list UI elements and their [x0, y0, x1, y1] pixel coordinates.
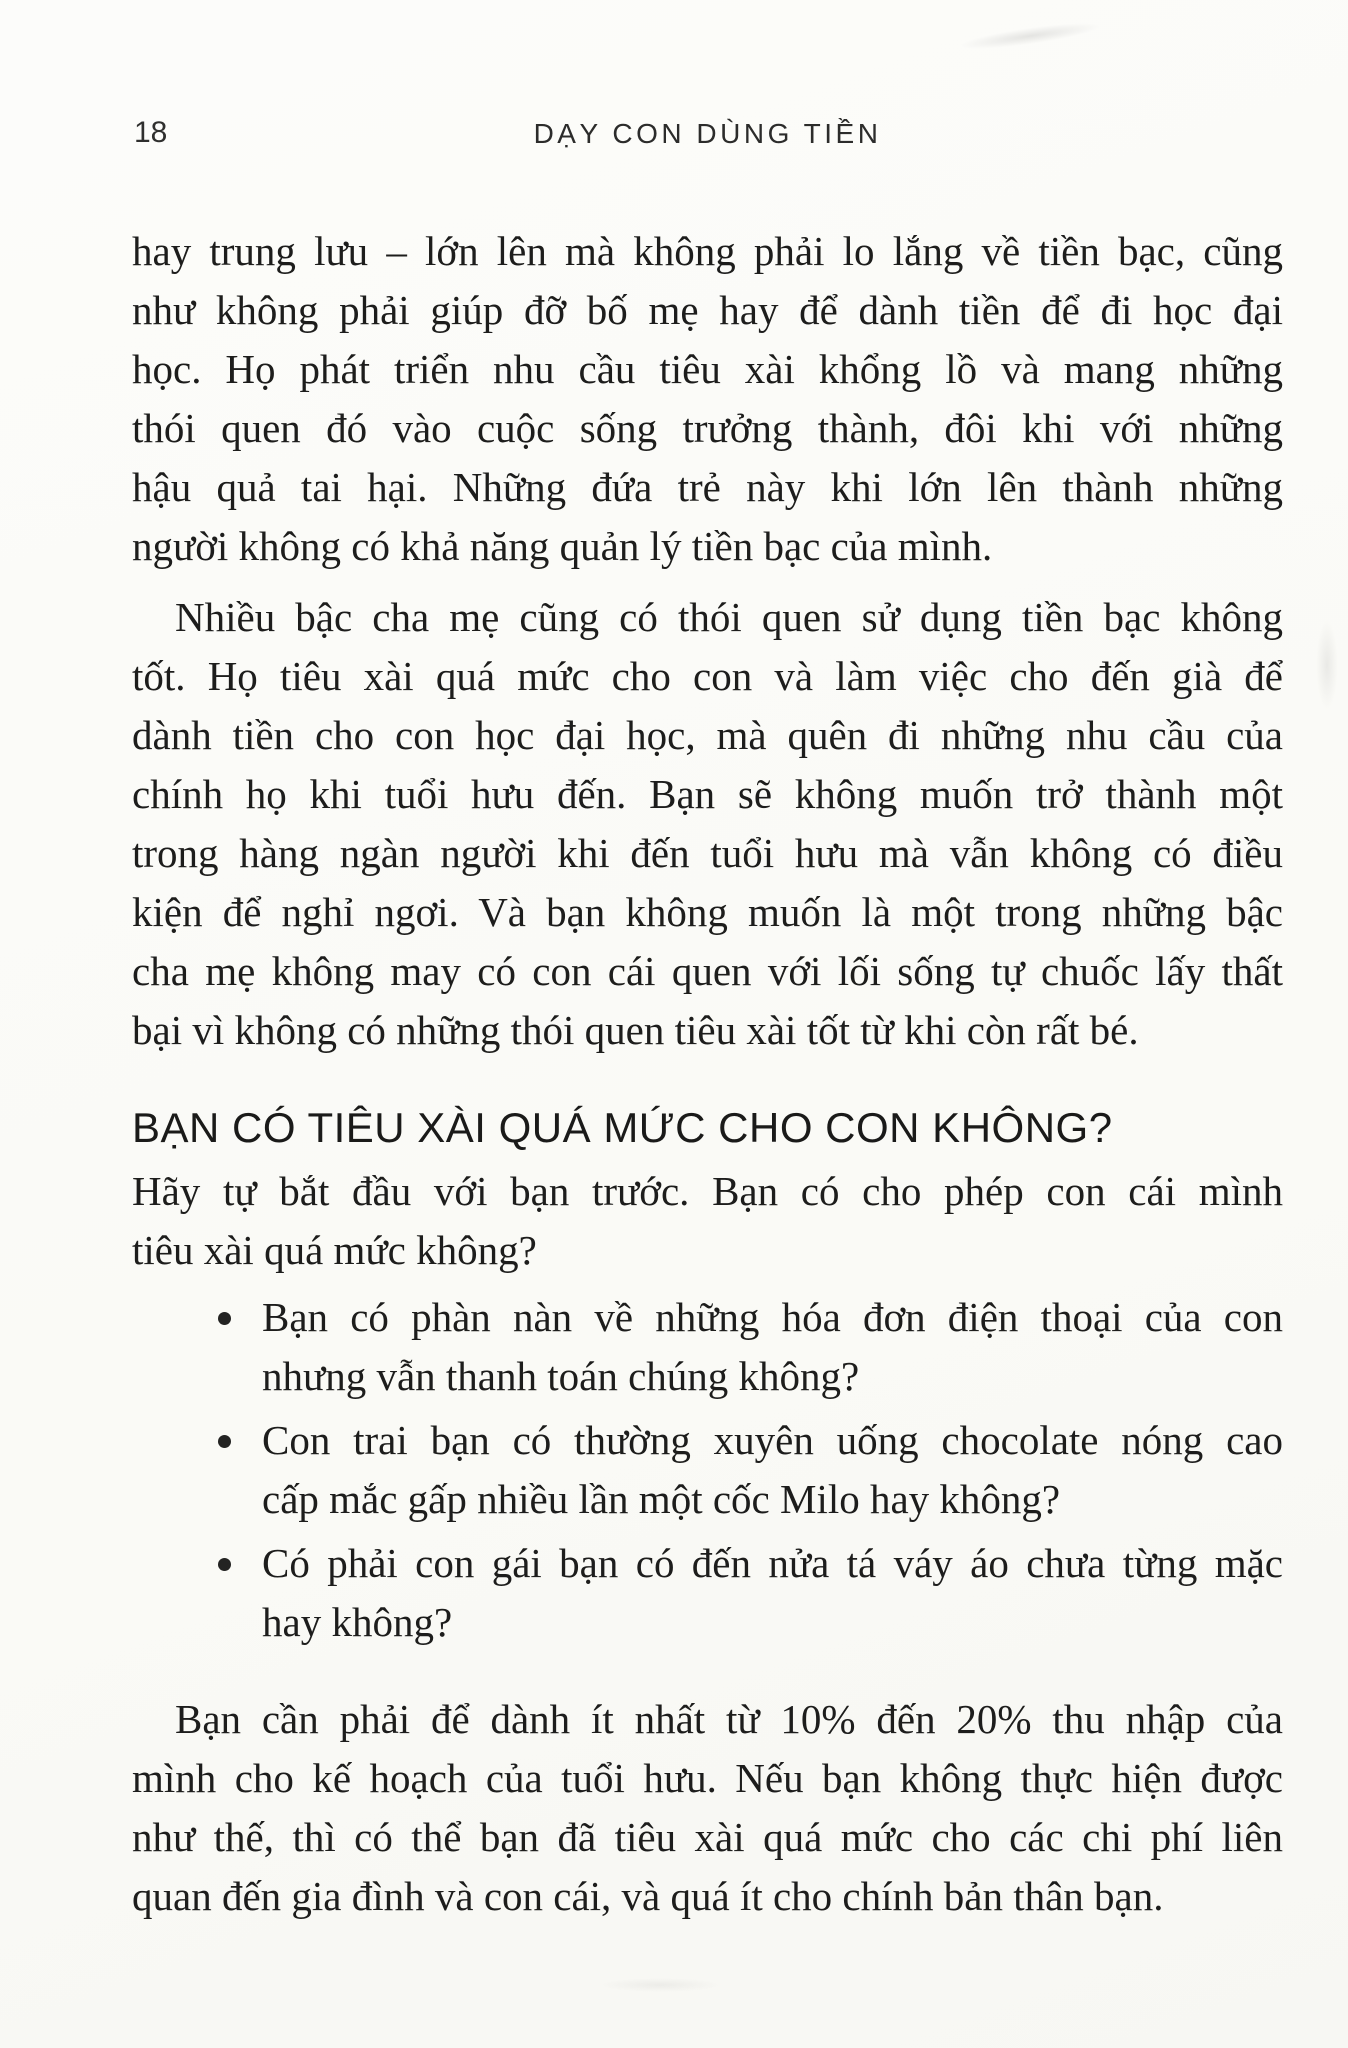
text-line: nhưng vẫn thanh toán chúng không?	[262, 1353, 860, 1399]
section-heading: BẠN CÓ TIÊU XÀI QUÁ MỨC CHO CON KHÔNG?	[132, 1104, 1113, 1151]
text-line: thói quen đó vào cuộc sống trưởng thành, đôi khi với những	[132, 405, 1283, 451]
text-line: mình cho kế hoạch của tuổi hưu. Nếu bạn không thực hiện được	[132, 1755, 1283, 1801]
text-line: người không có khả năng quản lý tiền bạc của mình.	[132, 523, 993, 569]
bullet-dot-icon	[218, 1312, 231, 1325]
text-line: dành tiền cho con học đại học, mà quên đi những nhu cầu của	[132, 712, 1283, 758]
text-line: hậu quả tai hại. Những đứa trẻ này khi lớn lên thành những	[132, 464, 1283, 510]
bullet-text	[262, 1288, 1283, 1406]
text-line: Bạn cần phải để dành ít nhất từ 10% đến 20% thu nhập của	[175, 1696, 1283, 1742]
scan-smudge	[960, 18, 1101, 53]
text-line: trong hàng ngàn người khi đến tuổi hưu mà vẫn không có điều	[132, 830, 1283, 876]
text-line: như không phải giúp đỡ bố mẹ hay để dành tiền để đi học đại	[132, 287, 1283, 333]
paragraph	[132, 222, 1283, 576]
text-line: học. Họ phát triển nhu cầu tiêu xài khổng lồ và mang những	[132, 346, 1283, 392]
bullet-text	[262, 1534, 1283, 1652]
text-line: hay trung lưu – lớn lên mà không phải lo lắng về tiền bạc, cũng	[132, 228, 1283, 274]
text-line: Có phải con gái bạn có đến nửa tá váy áo chưa từng mặc	[262, 1540, 1283, 1586]
paragraph	[132, 1162, 1283, 1280]
scan-smudge	[1316, 620, 1338, 710]
text-line: cha mẹ không may có con cái quen với lối sống tự chuốc lấy thất	[132, 948, 1283, 994]
bullet-item	[132, 1411, 1283, 1529]
bullet-dot-icon	[218, 1435, 231, 1448]
bullet-item	[132, 1534, 1283, 1652]
text-line: quan đến gia đình và con cái, và quá ít cho chính bản thân bạn.	[132, 1873, 1164, 1919]
text-line: chính họ khi tuổi hưu đến. Bạn sẽ không muốn trở thành một	[132, 771, 1283, 817]
bullet-item	[132, 1288, 1283, 1406]
text-line: bại vì không có những thói quen tiêu xài tốt từ khi còn rất bé.	[132, 1007, 1139, 1053]
text-line: hay không?	[262, 1599, 453, 1645]
running-title: DẠY CON DÙNG TIỀN	[533, 118, 882, 149]
page-content	[132, 222, 1283, 1926]
page-number: 18	[134, 116, 168, 149]
text-line: Con trai bạn có thường xuyên uống chocolate nóng cao	[262, 1417, 1283, 1463]
scan-smudge	[600, 1978, 720, 1992]
text-line: cấp mắc gấp nhiều lần một cốc Milo hay không?	[262, 1476, 1061, 1522]
bullet-list	[132, 1288, 1283, 1652]
text-line: tốt. Họ tiêu xài quá mức cho con và làm việc cho đến già để	[132, 653, 1283, 699]
text-line: tiêu xài quá mức không?	[132, 1227, 537, 1273]
paragraph	[132, 1690, 1283, 1926]
text-line: Bạn có phàn nàn về những hóa đơn điện thoại của con	[262, 1294, 1283, 1340]
text-line: kiện để nghỉ ngơi. Và bạn không muốn là một trong những bậc	[132, 889, 1283, 935]
bullet-text	[262, 1411, 1283, 1529]
bullet-dot-icon	[218, 1558, 231, 1571]
text-line: như thế, thì có thể bạn đã tiêu xài quá mức cho các chi phí liên	[132, 1814, 1283, 1860]
text-line: Hãy tự bắt đầu với bạn trước. Bạn có cho phép con cái mình	[132, 1168, 1283, 1214]
page-header	[132, 116, 1283, 158]
text-line: Nhiều bậc cha mẹ cũng có thói quen sử dụng tiền bạc không	[175, 594, 1283, 640]
paragraph	[132, 588, 1283, 1060]
